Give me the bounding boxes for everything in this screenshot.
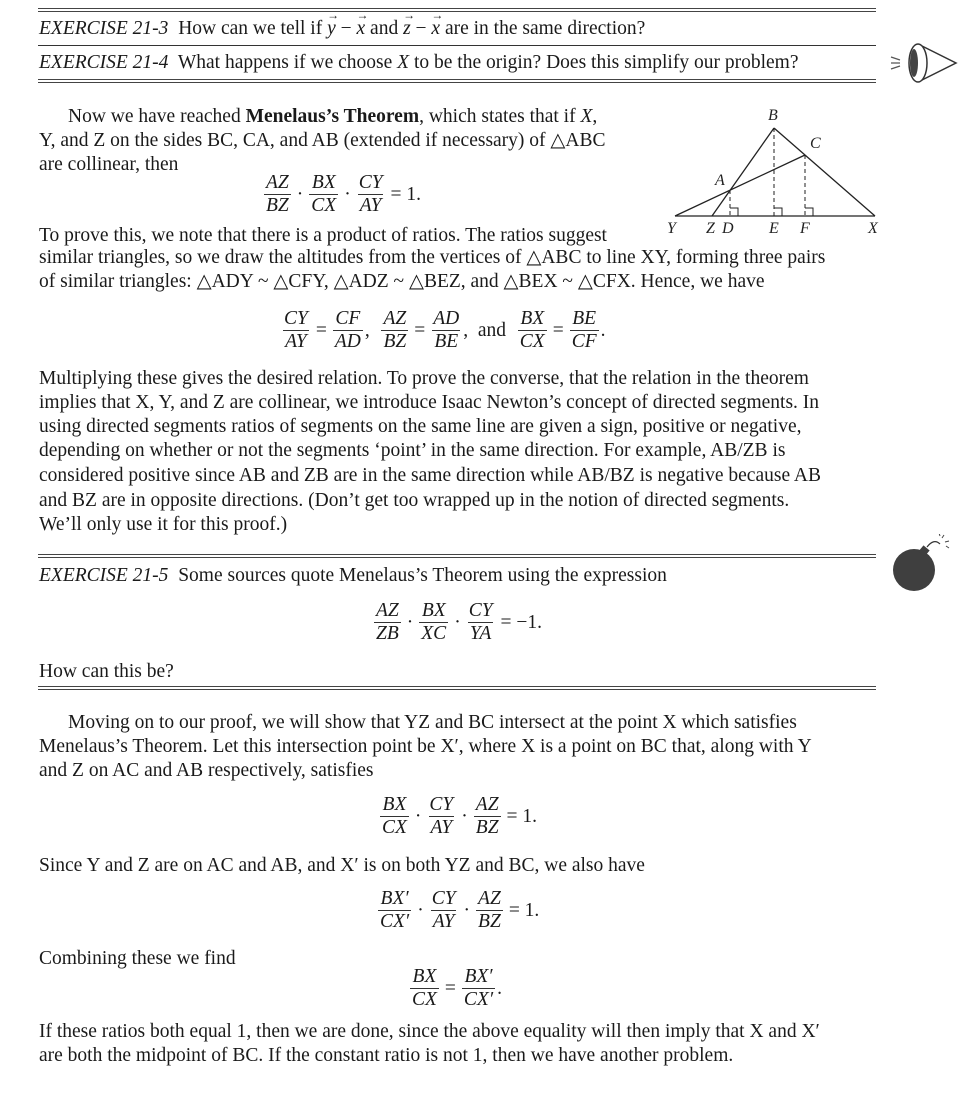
label-b: B	[768, 107, 778, 124]
equation-4	[376, 888, 543, 933]
math-symbol: CY	[431, 888, 456, 909]
math-symbol: ·	[417, 899, 424, 921]
math-symbol: AZ	[383, 308, 407, 329]
math-symbol: and	[477, 319, 507, 341]
math-symbol: ·	[296, 183, 304, 205]
math-symbol: CF	[335, 308, 361, 329]
math-symbol: BX′	[464, 966, 493, 987]
divider	[38, 79, 876, 83]
label-f: F	[800, 220, 810, 237]
math-symbol: .	[497, 977, 502, 999]
eye-icon	[888, 40, 958, 86]
math-symbol: XC	[421, 623, 447, 644]
fraction	[474, 794, 501, 839]
math-symbol: BZ	[475, 817, 499, 838]
intro-line-2: Y, and Z on the sides BC, CA, and AB (extended if necessary) of △ABC	[39, 130, 606, 151]
exercise-21-3: EXERCISE 21-3 How can we tell if → y − → x and → z − → x are in the same direction?	[39, 17, 645, 41]
para5: Since Y and Z are on AC and AB, and X′ is on both YZ and BC, we also have	[39, 855, 645, 876]
equation-5	[408, 966, 502, 1011]
fraction	[282, 308, 310, 353]
fraction	[431, 308, 461, 353]
divider	[38, 686, 876, 690]
math-symbol: =	[414, 319, 426, 341]
math-symbol: AZ	[376, 600, 399, 621]
math-symbol: ·	[461, 805, 468, 827]
math-symbol: =	[552, 319, 564, 341]
math-symbol: CY	[468, 600, 493, 621]
fraction: $\frac{BX}{CX}$	[311, 172, 337, 216]
math-symbol: ,	[463, 319, 469, 341]
math-symbol: AD	[433, 308, 460, 329]
fraction	[374, 600, 401, 645]
para3-line: using directed segments ratios of segments on the same line are given a sign, positive or negative,	[39, 416, 802, 437]
math-symbol: CX′	[463, 989, 494, 1010]
similar-triangle-ratios	[280, 308, 606, 353]
para7-line: If these ratios both equal 1, then we are done, since the above equality will then imply that X and X′	[39, 1021, 820, 1042]
fraction	[410, 966, 439, 1011]
para7-line: are both the midpoint of BC. If the constant ratio is not 1, then we have another problem.	[39, 1045, 734, 1066]
math-symbol: CF	[571, 331, 597, 352]
math-symbol: AZ	[478, 888, 501, 909]
math-symbol: CX	[412, 989, 437, 1010]
math-symbol: AY	[432, 911, 455, 932]
para2-line-2: similar triangles, so we draw the altitudes from the vertices of △ABC to line XY, forming three pairs	[39, 247, 826, 268]
label-y: Y	[667, 220, 676, 237]
math-symbol: ·	[454, 611, 461, 633]
side-bx	[774, 128, 875, 216]
math-symbol: BX	[421, 600, 446, 621]
menelaus-equation: $\frac{AZ}{BZ}$ · $\frac{BX}{CX}$ · $\frac{CY}{AY}$ = 1.	[266, 172, 422, 216]
divider	[38, 45, 876, 46]
math-symbol: CY	[429, 794, 454, 815]
exercise-21-4: EXERCISE 21-4 What happens if we choose X to be the origin? Does this simplify our problem?	[39, 52, 799, 73]
math-symbol: = −1.	[500, 611, 543, 633]
intro-line-3: are collinear, then	[39, 154, 179, 175]
para4-line: Menelaus’s Theorem. Let this intersection point be X′, where X is a point on BC that, along with Y	[39, 736, 812, 757]
fraction	[467, 600, 495, 645]
math-symbol: = 1.	[506, 805, 538, 827]
label-x: X	[868, 220, 878, 237]
para3-line: Multiplying these gives the desired relation. To prove the converse, that the relation in the theorem	[39, 368, 809, 389]
para2-line-1: To prove this, we note that there is a product of ratios. The ratios suggest	[39, 225, 607, 246]
fraction	[462, 966, 495, 1011]
para4-line: and Z on AC and AB respectively, satisfies	[39, 760, 374, 781]
math-symbol: BX	[520, 308, 545, 329]
math-symbol: BX′	[380, 888, 409, 909]
fraction	[427, 794, 455, 839]
math-symbol: AY	[430, 817, 453, 838]
exercise-label: EXERCISE 21-4	[39, 52, 169, 73]
label-e: E	[769, 220, 779, 237]
math-symbol: ·	[406, 611, 414, 633]
math-symbol: ,	[364, 319, 370, 341]
math-symbol: AD	[334, 331, 361, 352]
para3-line: implies that X, Y, and Z are collinear, we introduce Isaac Newton’s concept of directed segments. In	[39, 392, 820, 413]
fraction	[430, 888, 458, 933]
math-symbol: =	[315, 319, 327, 341]
fraction	[419, 600, 448, 645]
math-symbol: ·	[414, 805, 422, 827]
line-yc	[675, 155, 805, 216]
triangle-diagram	[655, 95, 895, 240]
exercise-label: EXERCISE 21-5	[39, 565, 169, 586]
intro-line-1: Now we have reached Menelaus’s Theorem, which states that if X,	[68, 106, 598, 127]
math-symbol: AZ	[475, 794, 499, 815]
top-rule	[38, 8, 876, 12]
fraction	[381, 308, 408, 353]
para4-line: Moving on to our proof, we will show that YZ and BC intersect at the point X which satisfies	[68, 712, 797, 733]
para3-line: considered positive since AB and ZB are in the same direction while AB/BZ is negative because AB	[39, 465, 821, 486]
fraction	[570, 308, 599, 353]
label-d: D	[722, 220, 734, 237]
bomb-icon	[890, 534, 952, 594]
fraction	[476, 888, 503, 933]
para3-line: depending on whether or not the segments ‘point’ in the same direction. For example, AB/ZB is	[39, 440, 786, 461]
math-symbol: CX′	[380, 911, 410, 932]
equation-3	[378, 794, 541, 839]
exercise-label: EXERCISE 21-3	[39, 18, 169, 39]
math-symbol: ·	[463, 899, 471, 921]
fraction	[380, 794, 409, 839]
math-symbol: ·	[344, 183, 351, 205]
para3-line: We’ll only use it for this proof.)	[39, 514, 288, 535]
math-symbol: CY	[284, 308, 308, 329]
para6: Combining these we find	[39, 948, 236, 969]
divider	[38, 554, 876, 558]
math-symbol: =	[444, 977, 456, 999]
fraction	[333, 308, 363, 353]
math-symbol: BX	[382, 794, 407, 815]
math-symbol: = 1.	[508, 899, 540, 921]
para3-line: and BZ are in opposite directions. (Don’t get too wrapped up in the notion of directed segments.	[39, 490, 790, 511]
math-symbol: BE	[434, 331, 459, 352]
label-z: Z	[706, 220, 715, 237]
fraction: $\frac{CY}{AY}$	[358, 172, 383, 216]
math-symbol: AY	[285, 331, 307, 352]
math-symbol: YA	[469, 623, 492, 644]
exercise-question: How can this be?	[39, 661, 174, 682]
math-symbol: BE	[572, 308, 597, 329]
exercise-equation	[372, 600, 546, 645]
fraction	[378, 888, 411, 933]
math-symbol: BZ	[478, 911, 501, 932]
math-symbol: .	[600, 319, 606, 341]
label-c: C	[810, 135, 821, 152]
fraction	[518, 308, 547, 353]
math-symbol: BX	[412, 966, 437, 987]
exercise-21-5: EXERCISE 21-5 Some sources quote Menelaus’s Theorem using the expression	[39, 565, 667, 586]
fraction: $\frac{AZ}{BZ}$	[266, 172, 289, 216]
math-symbol: BZ	[383, 331, 407, 352]
para2-line-3: of similar triangles: △ADY ~ △CFY, △ADZ ~ △BEZ, and △BEX ~ △CFX. Hence, we have	[39, 271, 765, 292]
math-symbol: CX	[382, 817, 407, 838]
math-symbol: ZB	[376, 623, 399, 644]
theorem-name: Menelaus’s Theorem	[245, 106, 420, 127]
label-a: A	[715, 172, 725, 189]
math-symbol: CX	[519, 331, 545, 352]
